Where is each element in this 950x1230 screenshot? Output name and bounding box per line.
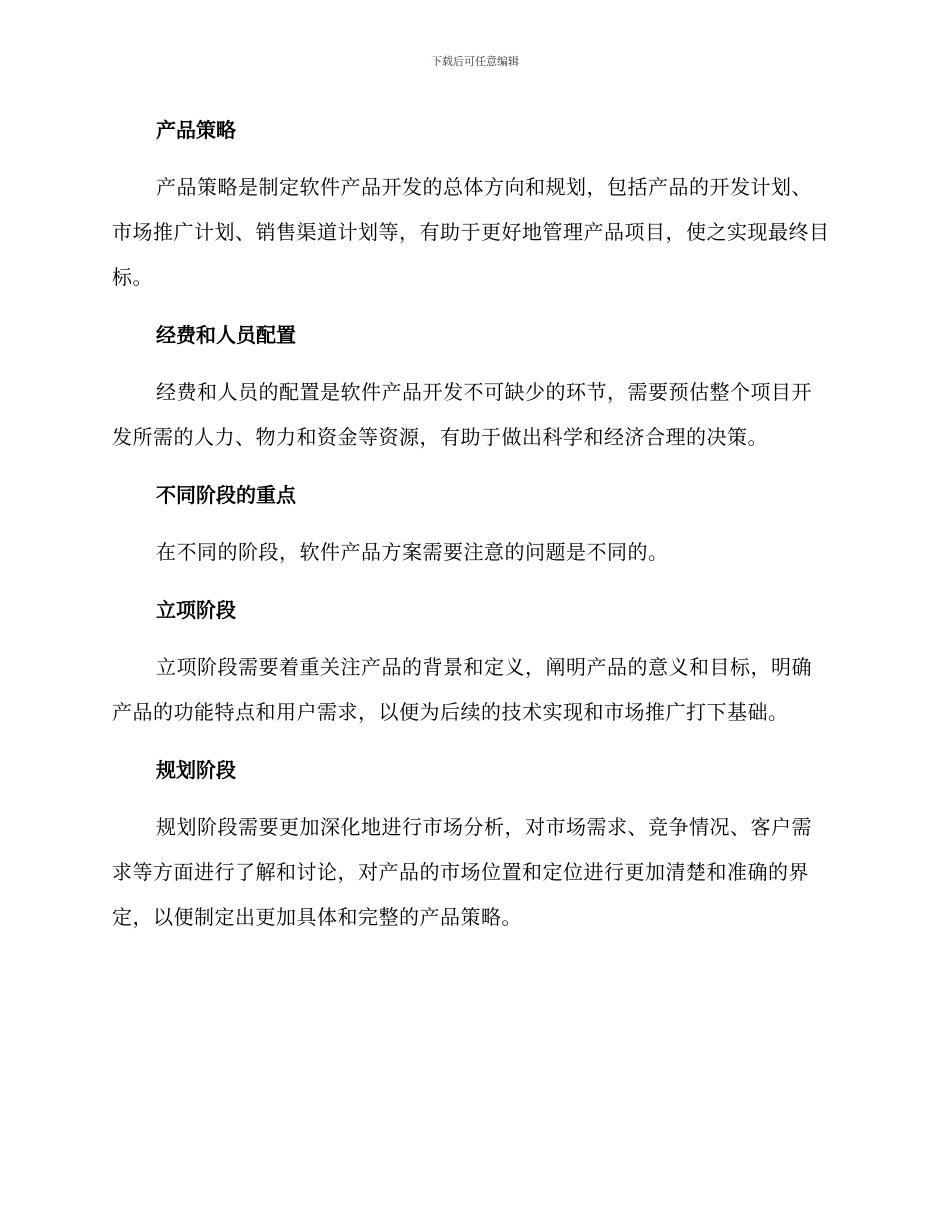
section-heading-planning-stage: 规划阶段	[156, 758, 236, 782]
header-note: 下载后可任意编辑	[431, 55, 519, 68]
document-body	[112, 108, 832, 940]
section-body-stage-focus: 在不同的阶段，软件产品方案需要注意的问题是不同的。	[156, 540, 669, 564]
section-body-budget-staffing: 经费和人员的配置是软件产品开发不可缺少的环节，需要预估整个项目开发所需的人力、物力和资金等资源，有助于做出科学和经济合理的决策。	[112, 380, 812, 449]
section-heading-product-strategy: 产品策略	[156, 118, 236, 142]
section-heading-stage-focus: 不同阶段的重点	[156, 483, 296, 507]
section-heading-initiation-stage: 立项阶段	[156, 598, 236, 622]
section-heading-budget-staffing: 经费和人员配置	[156, 323, 296, 347]
section-body-planning-stage: 规划阶段需要更加深化地进行市场分析，对市场需求、竞争情况、客户需求等方面进行了解和讨论，对产品的市场位置和定位进行更加清楚和准确的界定，以便制定出更加具体和完整的产品策略。	[112, 815, 812, 929]
section-body-initiation-stage: 立项阶段需要着重关注产品的背景和定义，阐明产品的意义和目标，明确产品的功能特点和用户需求，以便为后续的技术实现和市场推广打下基础。	[112, 655, 812, 724]
section-body-product-strategy: 产品策略是制定软件产品开发的总体方向和规划，包括产品的开发计划、市场推广计划、销售渠道计划等，有助于更好地管理产品项目，使之实现最终目标。	[112, 175, 830, 289]
